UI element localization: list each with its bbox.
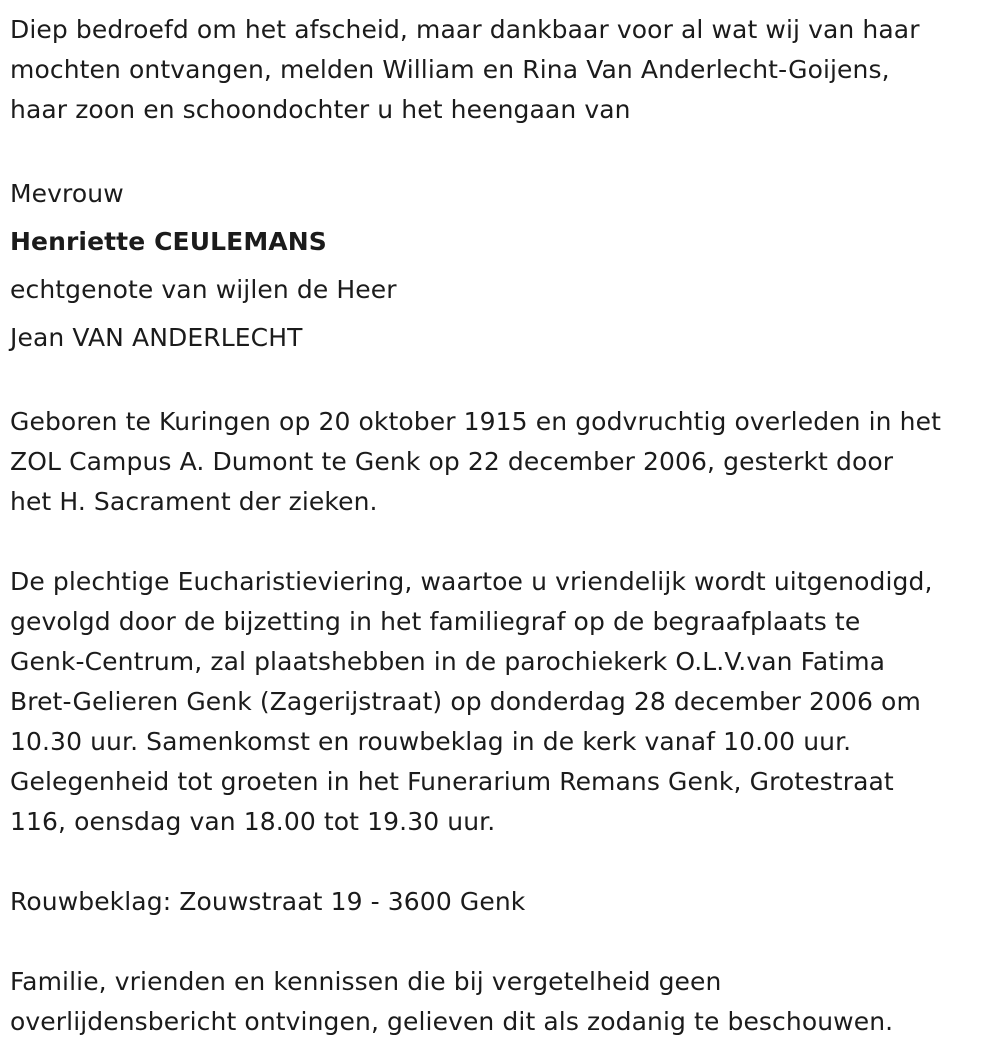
ceremony-line: De plechtige Eucharistieviering, waartoe u vriendelijk wordt uitgenodigd,	[10, 567, 933, 596]
birth-death-line: Geboren te Kuringen op 20 oktober 1915 en godvruchtig overleden in het	[10, 407, 941, 436]
ceremony-line: 116, oensdag van 18.00 tot 19.30 uur.	[10, 807, 496, 836]
deceased-name: Henriette CEULEMANS	[10, 227, 327, 256]
spacer	[10, 522, 995, 562]
deceased-relation: echtgenote van wijlen de Heer	[10, 275, 397, 304]
condolence-address: Rouwbeklag: Zouwstraat 19 - 3600 Genk	[10, 887, 526, 916]
intro-line: Diep bedroefd om het afscheid, maar dankbaar voor al wat wij van haar	[10, 15, 920, 44]
ceremony-line: 10.30 uur. Samenkomst en rouwbeklag in de kerk vanaf 10.00 uur.	[10, 727, 852, 756]
ceremony-line: Genk-Centrum, zal plaatshebben in de parochiekerk O.L.V.van Fatima	[10, 647, 886, 676]
condolence-paragraph	[10, 882, 995, 922]
closing-line: Familie, vrienden en kennissen die bij vergetelheid geen	[10, 967, 722, 996]
intro-line: haar zoon en schoondochter u het heengaan van	[10, 95, 631, 124]
ceremony-line: Gelegenheid tot groeten in het Funerarium Remans Genk, Grotestraat	[10, 767, 894, 796]
deceased-spouse: Jean VAN ANDERLECHT	[10, 323, 303, 352]
birth-death-paragraph	[10, 402, 995, 522]
spacer	[10, 922, 995, 962]
deceased-title: Mevrouw	[10, 179, 124, 208]
ceremony-line: Bret-Gelieren Genk (Zagerijstraat) op donderdag 28 december 2006 om	[10, 687, 921, 716]
spacer	[10, 362, 995, 402]
closing-paragraph	[10, 962, 995, 1042]
spacer	[10, 130, 995, 170]
intro-line: mochten ontvangen, melden William en Rina Van Anderlecht-Goijens,	[10, 55, 890, 84]
deceased-block	[10, 170, 995, 362]
obituary-notice	[10, 10, 995, 1042]
spacer	[10, 842, 995, 882]
closing-line: overlijdensbericht ontvingen, gelieven dit als zodanig te beschouwen.	[10, 1007, 894, 1036]
birth-death-line: het H. Sacrament der zieken.	[10, 487, 378, 516]
birth-death-line: ZOL Campus A. Dumont te Genk op 22 december 2006, gesterkt door	[10, 447, 894, 476]
ceremony-line: gevolgd door de bijzetting in het familiegraf op de begraafplaats te	[10, 607, 861, 636]
ceremony-paragraph	[10, 562, 995, 842]
intro-paragraph	[10, 10, 995, 130]
